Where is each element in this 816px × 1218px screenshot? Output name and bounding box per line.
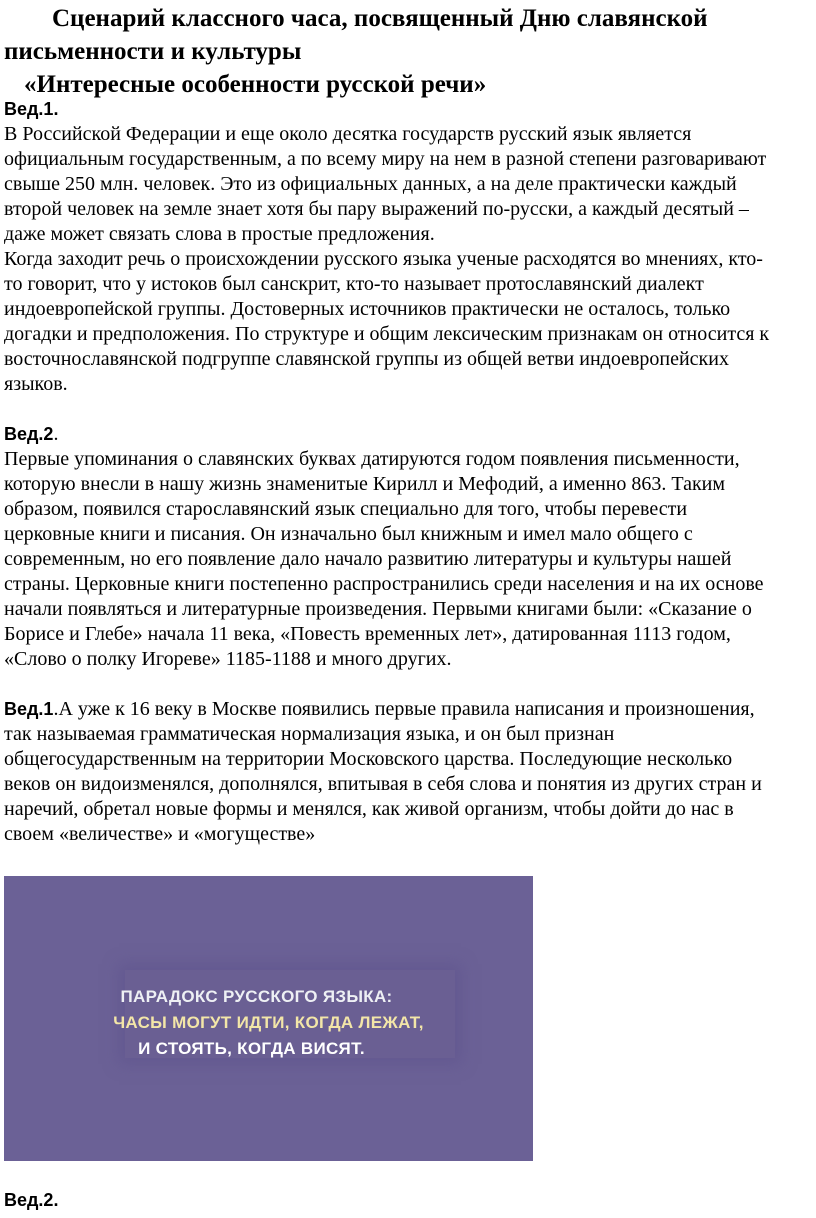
- title-line-1: Сценарий классного часа, посвященный Дню славянской: [52, 5, 708, 32]
- paragraph-line: образом, появился старославянский язык специально для того, чтобы перевести: [4, 498, 688, 520]
- paragraph-line: то говорит, что у истоков был санскрит, кто-то называет протославянский диалект: [4, 273, 704, 295]
- paragraph-line: общегосударственным на территории Московского царства. Последующие несколько: [4, 748, 733, 770]
- paradox-slide-image: [4, 876, 533, 1161]
- section-1: [4, 97, 816, 397]
- paragraph-line: даже может связать слова в простые предложения.: [4, 223, 435, 245]
- paragraph-line: начали появляться и литературные произведения. Первыми книгами были: «Сказание о: [4, 598, 752, 620]
- paragraph-line: Первые упоминания о славянских буквах датируются годом появления письменности,: [4, 448, 740, 470]
- paragraph-line: [4, 697, 816, 722]
- paragraph-line: своем «величестве» и «могуществе»: [4, 823, 316, 845]
- section-2: [4, 422, 816, 672]
- speaker-ved-1-second: Вед.1: [4, 699, 54, 719]
- speaker-suffix: .: [53, 423, 59, 445]
- paragraph-line: свыше 250 млн. человек. Это из официальных данных, а на деле практически каждый: [4, 173, 737, 195]
- paragraph-line: так называемая грамматическая нормализация языка, и он был признан: [4, 723, 615, 745]
- paragraph-line-start: .А уже к 16 веку в Москве появились первые правила написания и произношения,: [53, 698, 755, 720]
- paragraph-line: Когда заходит речь о происхождении русского языка ученые расходятся во мнениях, кто-: [4, 248, 763, 270]
- speaker-ved-2: Вед.2: [4, 424, 54, 444]
- paragraph-line: восточнославянской подгруппе славянской группы из общей ветви индоевропейских: [4, 348, 729, 370]
- slide-line-3: И СТОЯТЬ, КОГДА ВИСЯТ.: [138, 1039, 365, 1058]
- paragraph-line: наречий, обретал новые формы и менялся, как живой организм, чтобы дойти до нас в: [4, 798, 734, 820]
- speaker-ved-1: Вед.1.: [4, 99, 59, 119]
- paragraph-line: индоевропейской группы. Достоверных источников практически не осталось, только: [4, 298, 731, 320]
- paragraph-line: «Слово о полку Игореве» 1185-1188 и много других.: [4, 648, 452, 670]
- slide-line-2: ЧАСЫ МОГУТ ИДТИ, КОГДА ЛЕЖАТ,: [113, 1013, 424, 1032]
- speaker-ved-2-footer: Вед.2.: [4, 1190, 59, 1210]
- slide-line-1: ПАРАДОКС РУССКОГО ЯЗЫКА:: [120, 987, 393, 1006]
- paragraph-line: Борисе и Глебе» начала 11 века, «Повесть временных лет», датированная 1113 годом,: [4, 623, 731, 645]
- paragraph-line: официальным государственным, а по всему миру на нем в разной степени разговаривают: [4, 148, 767, 170]
- paragraph-line: языков.: [4, 373, 68, 395]
- paragraph-line: веков он видоизменялся, дополнялся, впитывая в себя слова и понятия из других стран и: [4, 773, 762, 795]
- paragraph-line: современным, но его появление дало начало развитию литературы и культуры нашей: [4, 548, 732, 570]
- section-3: [4, 697, 816, 847]
- title-line-2: письменности и культуры: [4, 38, 302, 65]
- paragraph-line: второй человек на земле знает хотя бы пару выражений по-русски, а каждый десятый –: [4, 198, 749, 220]
- document-title: [4, 2, 816, 101]
- slide-caption: [4, 984, 533, 1062]
- paragraph-line: догадки и предположения. По структуре и общим лексическим признакам он относится к: [4, 323, 770, 345]
- speaker-label: [4, 422, 816, 447]
- paragraph-line: церковные книги и писания. Он изначально был книжным и имел мало общего с: [4, 523, 693, 545]
- paragraph-line: В Российской Федерации и еще около десятка государств русский язык является: [4, 123, 692, 145]
- title-line-3: «Интересные особенности русской речи»: [24, 71, 487, 98]
- paragraph-line: страны. Церковные книги постепенно распространились среди населения и на их основе: [4, 573, 764, 595]
- paragraph-line: которую внесли в нашу жизнь знаменитые Кирилл и Мефодий, а именно 863. Таким: [4, 473, 726, 495]
- speaker-label: [4, 97, 816, 122]
